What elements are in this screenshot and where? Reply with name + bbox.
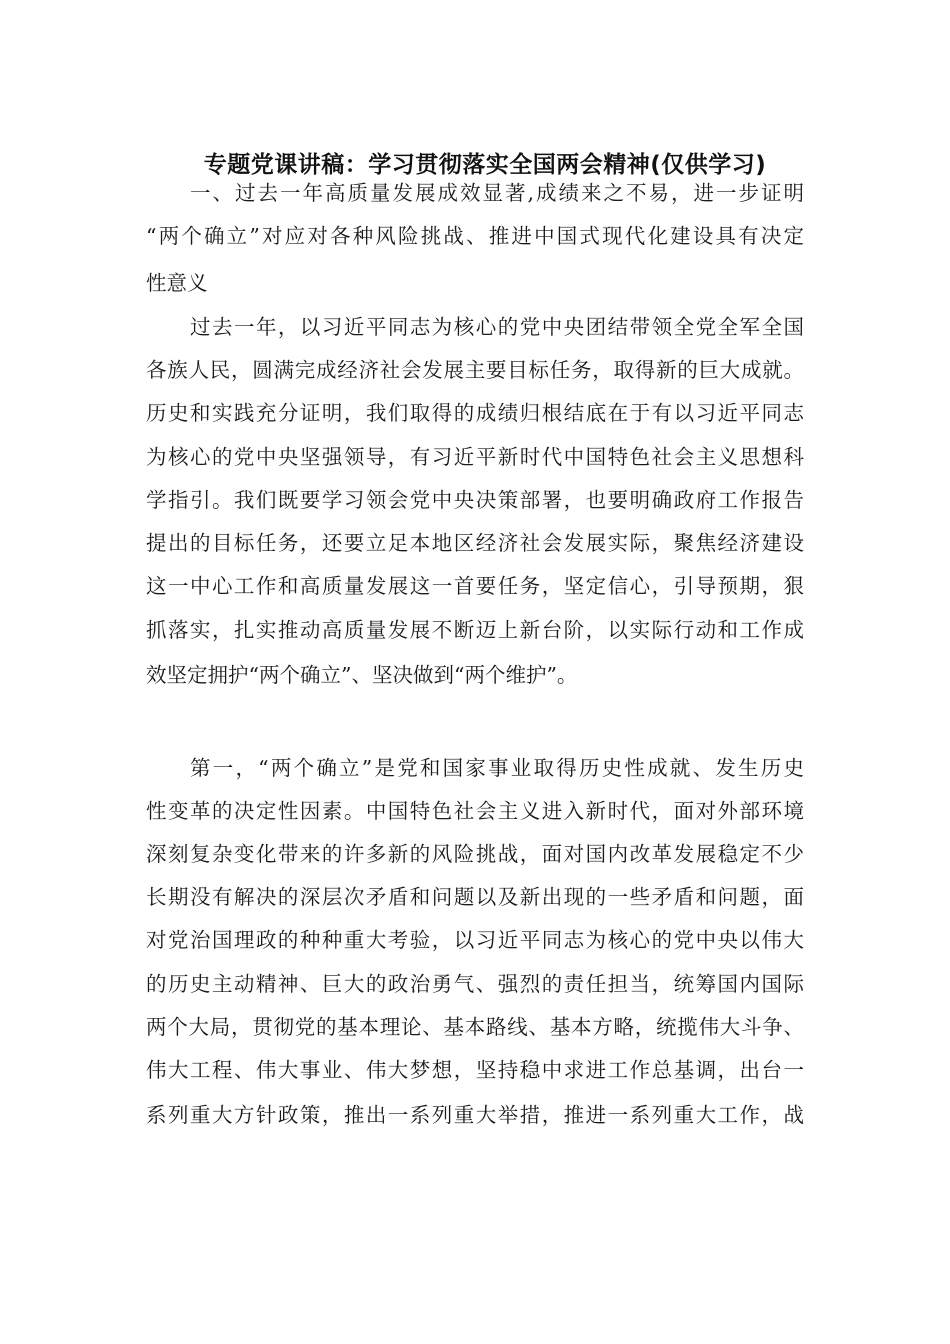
text-line: 性意义: [146, 271, 208, 295]
text-line: 效坚定拥护“两个确立”、坚决做到“两个维护”。: [146, 663, 578, 687]
text-line: 两个大局，贯彻党的基本理论、基本路线、基本方略，统揽伟大斗争、: [146, 1015, 804, 1039]
text-line: 长期没有解决的深层次矛盾和问题以及新出现的一些矛盾和问题，面: [146, 885, 804, 909]
text-line: 提出的目标任务，还要立足本地区经济社会发展实际，聚焦经济建设: [146, 531, 804, 555]
text-line: 性变革的决定性因素。中国特色社会主义进入新时代，面对外部环境: [146, 799, 804, 823]
text-line: 抓落实，扎实推动高质量发展不断迈上新台阶，以实际行动和工作成: [146, 618, 804, 642]
text-line: 历史和实践充分证明，我们取得的成绩归根结底在于有以习近平同志: [146, 401, 804, 425]
text-line: 第一，“两个确立”是党和国家事业取得历史性成就、发生历史: [190, 756, 804, 780]
text-line: 各族人民，圆满完成经济社会发展主要目标任务，取得新的巨大成就。: [146, 358, 804, 382]
text-line: “两个确立”对应对各种风险挑战、推进中国式现代化建设具有决定: [146, 224, 804, 248]
text-line: 伟大工程、伟大事业、伟大梦想，坚持稳中求进工作总基调，出台一: [146, 1058, 804, 1082]
text-line: 这一中心工作和高质量发展这一首要任务，坚定信心，引导预期，狠: [146, 574, 804, 598]
document-title: 专题党课讲稿：学习贯彻落实全国两会精神(仅供学习): [203, 152, 767, 178]
text-line: 为核心的党中央坚强领导，有习近平新时代中国特色社会主义思想科: [146, 445, 804, 469]
text-line: 深刻复杂变化带来的许多新的风险挑战，面对国内改革发展稳定不少: [146, 842, 804, 866]
text-line: 过去一年，以习近平同志为核心的党中央团结带领全党全军全国: [190, 315, 804, 339]
text-line: 系列重大方针政策，推出一系列重大举措，推进一系列重大工作，战: [146, 1103, 804, 1127]
text-line: 学指引。我们既要学习领会党中央决策部署，也要明确政府工作报告: [146, 488, 804, 512]
text-line: 对党治国理政的种种重大考验，以习近平同志为核心的党中央以伟大: [146, 928, 804, 952]
text-line: 的历史主动精神、巨大的政治勇气、强烈的责任担当，统筹国内国际: [146, 972, 804, 996]
text-line: 一、过去一年高质量发展成效显著,成绩来之不易，进一步证明: [190, 181, 804, 205]
